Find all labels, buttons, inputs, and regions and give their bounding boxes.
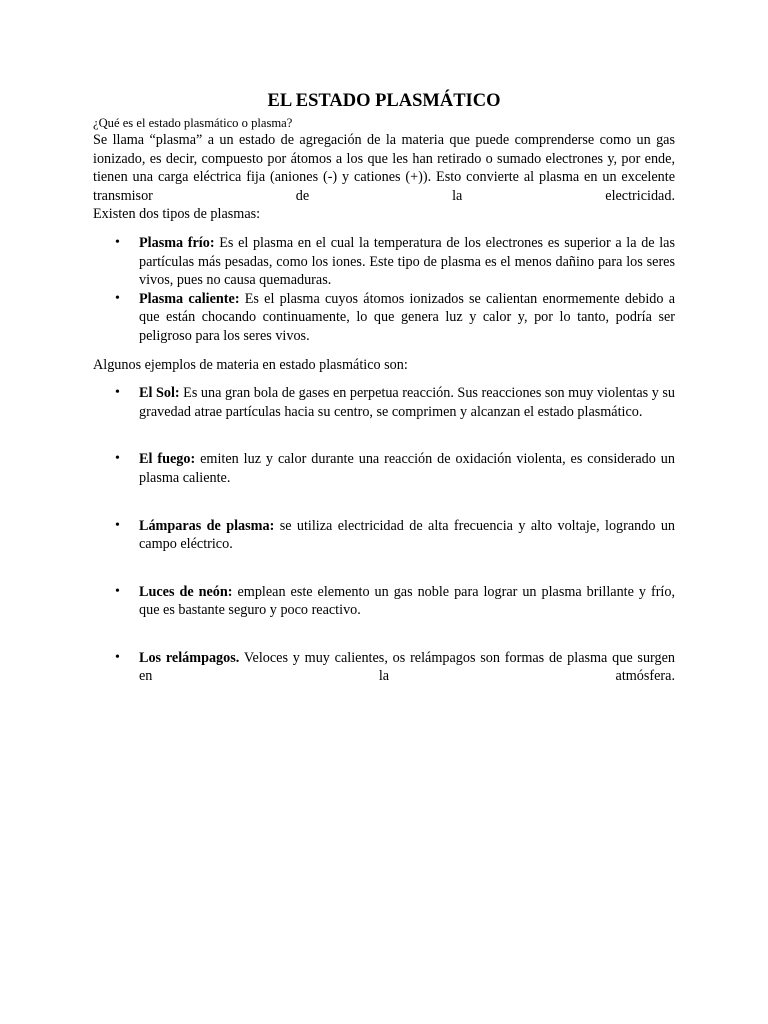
plasma-types-list: [93, 234, 675, 346]
bullet-icon: •: [115, 517, 120, 533]
question-heading: ¿Qué es el estado plasmático o plasma?: [93, 116, 293, 130]
intro-paragraph: Se llama “plasma” a un estado de agregación de la materia que puede comprenderse como un gas ionizado, es decir, compuesto por átomos a los que les han retirado o sumado electrones y, por ende, tienen una carga eléctrica fija (aniones (-) y cationes (+)). Esto convierte al plasma en un excelente transmisor de la electricidad.: [93, 132, 675, 204]
term-description: Es una gran bola de gases en perpetua reacción. Sus reacciones son muy violentas y su gravedad atrae partículas hacia su centro, se comprimen y alcanzan el estado plasmático.: [139, 385, 675, 420]
term-description: Veloces y muy calientes, os relámpagos son formas de plasma que surgen en la atmósfera.: [139, 649, 675, 685]
bullet-icon: •: [115, 583, 120, 599]
term-description: emiten luz y calor durante una reacción de oxidación violenta, es considerado un plasma caliente.: [139, 451, 675, 486]
term-label: Los relámpagos.: [139, 649, 240, 666]
list-item-relampagos: [93, 649, 675, 686]
list-item-el-fuego: [93, 450, 675, 487]
examples-intro: Algunos ejemplos de materia en estado plasmático son:: [93, 356, 408, 373]
list-item-plasma-caliente: [93, 290, 675, 346]
list-item-luces-neon: [93, 583, 675, 620]
bullet-icon: •: [115, 290, 120, 306]
bullet-icon: •: [115, 385, 120, 401]
list-item-el-sol: [93, 384, 675, 421]
term-label: Plasma caliente:: [139, 290, 240, 307]
document-title: EL ESTADO PLASMÁTICO: [267, 91, 501, 111]
list-item-plasma-frio: [93, 234, 675, 290]
term-label: Luces de neón:: [139, 583, 233, 600]
bullet-icon: •: [115, 649, 120, 665]
term-description: Es el plasma en el cual la temperatura de los electrones es superior a la de las partículas más pesadas, como los iones. Este tipo de plasma es el menos dañino para los seres vivos, pues no causa quemaduras.: [139, 234, 675, 289]
term-label: El Sol:: [139, 385, 180, 402]
term-description: Es el plasma cuyos átomos ionizados se calientan enormemente debido a que están chocando continuamente, lo que genera luz y calor y, por lo tanto, podría ser peligroso para los seres vivos.: [139, 290, 675, 344]
term-description: se utiliza electricidad de alta frecuencia y alto voltaje, logrando un campo eléctrico.: [139, 517, 676, 553]
examples-list: [93, 384, 675, 686]
term-label: El fuego:: [139, 451, 196, 468]
bullet-icon: •: [115, 234, 120, 250]
term-label: Plasma frío:: [139, 234, 215, 251]
bullet-icon: •: [115, 451, 120, 467]
types-intro: Existen dos tipos de plasmas:: [93, 206, 261, 223]
term-label: Lámparas de plasma:: [139, 517, 275, 534]
term-description: emplean este elemento un gas noble para lograr un plasma brillante y frío, que es bastante seguro y poco reactivo.: [139, 583, 675, 619]
document-page: [93, 90, 675, 686]
list-item-lamparas: [93, 517, 675, 554]
